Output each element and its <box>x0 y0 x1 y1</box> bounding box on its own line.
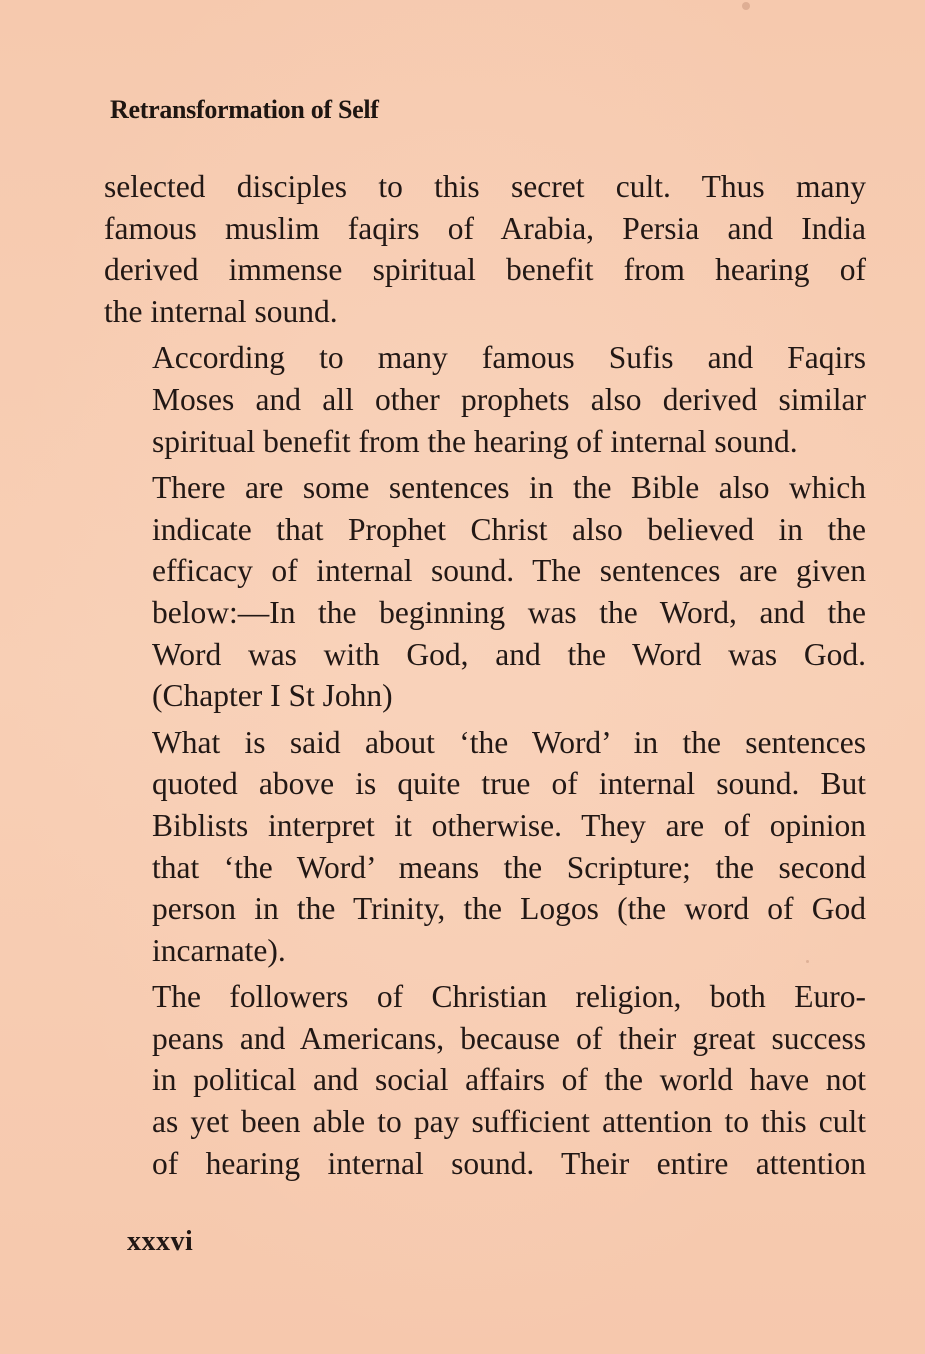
text-line: The followers of Christian religion, both Euro- <box>152 979 866 1015</box>
text-line: What is said about ‘the Word’ in the sentences <box>152 724 866 760</box>
paragraph <box>104 166 866 332</box>
body-text <box>104 166 866 1184</box>
text-line: as yet been able to pay sufficient attention to this cult <box>152 1104 866 1140</box>
text-line: quoted above is quite true of internal sound. But <box>152 766 866 802</box>
paragraph <box>104 337 866 462</box>
text-line: Biblists interpret it otherwise. They are of opinion <box>152 807 866 843</box>
text-line: famous muslim faqirs of Arabia, Persia and India <box>104 210 866 246</box>
text-line: incarnate). <box>152 932 286 968</box>
text-line: that ‘the Word’ means the Scripture; the second <box>152 849 866 885</box>
text-line: below:—In the beginning was the Word, and the <box>152 594 866 630</box>
text-line: indicate that Prophet Christ also believed in the <box>152 511 866 547</box>
page-number: xxxvi <box>127 1226 194 1257</box>
text-line: person in the Trinity, the Logos (the word of God <box>152 891 866 927</box>
text-line: efficacy of internal sound. The sentences are given <box>152 553 866 589</box>
paragraph <box>104 722 866 972</box>
text-line: (Chapter I St John) <box>152 678 393 714</box>
text-line: spiritual benefit from the hearing of internal sound. <box>152 423 798 459</box>
text-line: the internal sound. <box>104 293 338 329</box>
text-line: Word was with God, and the Word was God. <box>152 636 866 672</box>
text-line: derived immense spiritual benefit from hearing of <box>104 252 866 288</box>
running-head: Retransformation of Self <box>110 95 379 124</box>
text-line: Moses and all other prophets also derived similar <box>152 381 866 417</box>
paper-speck <box>742 2 750 10</box>
text-line: selected disciples to this secret cult. Thus many <box>104 169 866 204</box>
text-line: in political and social affairs of the world have not <box>152 1062 866 1098</box>
text-line: According to many famous Sufis and Faqirs <box>152 340 866 376</box>
text-line: peans and Americans, because of their great success <box>152 1020 866 1056</box>
paragraph <box>104 976 866 1184</box>
text-line: There are some sentences in the Bible also which <box>152 470 866 506</box>
paragraph <box>104 467 866 717</box>
text-line: of hearing internal sound. Their entire attention <box>152 1145 866 1181</box>
